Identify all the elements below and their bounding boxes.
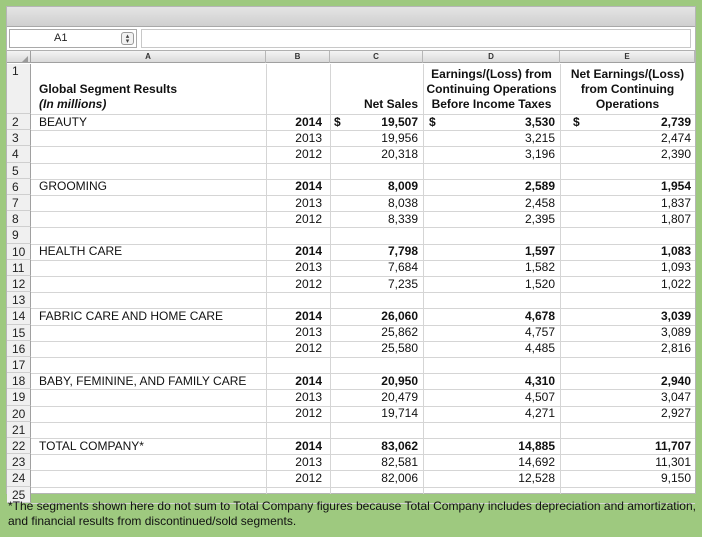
row-header[interactable]: 21 xyxy=(7,422,31,438)
net-earnings-cell: 11,301 xyxy=(655,454,691,469)
year-cell: 2012 xyxy=(295,406,322,421)
earnings-before-tax-cell: 4,507 xyxy=(524,390,555,404)
row-header[interactable]: 1 xyxy=(7,64,31,114)
select-all-corner[interactable] xyxy=(7,51,31,63)
earnings-header-line1: Earnings/(Loss) from xyxy=(431,67,552,81)
currency-symbol: $ xyxy=(573,114,580,129)
formula-bar xyxy=(7,27,695,51)
row-header[interactable]: 10 xyxy=(7,244,31,260)
row-header[interactable]: 19 xyxy=(7,389,31,405)
row-header[interactable]: 3 xyxy=(7,130,31,146)
row-header[interactable]: 20 xyxy=(7,406,31,422)
row-header[interactable]: 23 xyxy=(7,454,31,470)
net-sales-cell: 19,956 xyxy=(381,130,418,145)
year-cell: 2014 xyxy=(295,373,322,388)
year-cell: 2014 xyxy=(295,114,322,129)
segment-name: FABRIC CARE AND HOME CARE xyxy=(39,309,224,323)
row-header[interactable]: 14 xyxy=(7,308,31,324)
net-sales-cell: 7,684 xyxy=(387,260,418,275)
year-cell: 2013 xyxy=(295,260,322,275)
earnings-before-tax-cell: 14,692 xyxy=(518,454,555,469)
column-headers xyxy=(7,51,695,63)
net-sales-cell: 20,950 xyxy=(381,373,418,388)
row-gridline xyxy=(31,292,695,293)
net-earnings-cell: 2,816 xyxy=(660,341,691,356)
row-gridline xyxy=(31,422,695,423)
net-sales-cell: 8,009 xyxy=(387,179,418,194)
row-header[interactable]: 24 xyxy=(7,470,31,486)
net-sales-cell: 19,714 xyxy=(381,406,418,421)
net-sales-cell: 7,235 xyxy=(387,276,418,291)
year-cell: 2012 xyxy=(295,471,322,485)
net-earnings-cell: 1,837 xyxy=(660,195,691,210)
earnings-before-tax-cell: 4,310 xyxy=(524,373,555,388)
year-cell: 2014 xyxy=(295,179,322,194)
net-earnings-cell: 2,390 xyxy=(660,147,691,161)
year-cell: 2014 xyxy=(295,309,322,323)
row-header[interactable]: 2 xyxy=(7,114,31,130)
year-cell: 2013 xyxy=(295,454,322,469)
row-header[interactable]: 15 xyxy=(7,325,31,341)
year-cell: 2012 xyxy=(295,211,322,226)
earnings-before-tax-cell: 3,215 xyxy=(524,130,555,145)
net-earnings-header-line3: Operations xyxy=(595,97,660,111)
row-header[interactable]: 25 xyxy=(7,487,31,503)
net-earnings-cell: 3,039 xyxy=(660,309,691,323)
net-earnings-cell: 9,150 xyxy=(660,471,691,485)
earnings-before-tax-cell: 1,582 xyxy=(524,260,555,275)
footnote: *The segments shown here do not sum to Total Company figures because Total Company includes depreciation and amortization, and financial results from discontinued/sold segments. xyxy=(8,499,696,528)
formula-input[interactable] xyxy=(141,29,691,48)
year-cell: 2013 xyxy=(295,195,322,210)
net-earnings-cell: 1,954 xyxy=(660,179,691,194)
cell-grid[interactable] xyxy=(7,64,695,502)
net-earnings-cell: 1,022 xyxy=(660,276,691,291)
row-header[interactable]: 18 xyxy=(7,373,31,389)
earnings-before-tax-cell: 4,757 xyxy=(524,325,555,340)
earnings-header-line2: Continuing Operations xyxy=(426,82,557,96)
net-earnings-cell: 3,089 xyxy=(660,325,691,340)
row-header[interactable]: 5 xyxy=(7,163,31,179)
window-titlebar xyxy=(7,7,695,27)
earnings-before-tax-cell: 2,395 xyxy=(524,211,555,226)
year-cell: 2013 xyxy=(295,390,322,404)
net-sales-cell: 26,060 xyxy=(381,309,418,323)
row-header[interactable]: 11 xyxy=(7,260,31,276)
net-sales-cell: 7,798 xyxy=(387,244,418,259)
row-header[interactable]: 17 xyxy=(7,357,31,373)
net-sales-cell: 20,318 xyxy=(381,147,418,161)
row-header[interactable]: 9 xyxy=(7,227,31,243)
earnings-before-tax-cell: 4,678 xyxy=(524,309,555,323)
row-header[interactable]: 22 xyxy=(7,438,31,454)
earnings-before-tax-cell: 4,485 xyxy=(524,341,555,356)
net-sales-cell: 25,862 xyxy=(381,325,418,340)
net-sales-cell: 83,062 xyxy=(381,438,418,453)
year-cell: 2014 xyxy=(295,438,322,453)
earnings-before-tax-cell: 12,528 xyxy=(518,471,555,485)
earnings-before-tax-cell: 4,271 xyxy=(524,406,555,421)
row-gridline xyxy=(31,487,695,488)
row-header[interactable]: 4 xyxy=(7,146,31,162)
net-earnings-cell: 1,083 xyxy=(660,244,691,259)
year-cell: 2012 xyxy=(295,147,322,161)
earnings-before-tax-cell: 3,196 xyxy=(524,147,555,161)
net-sales-cell: 8,339 xyxy=(387,211,418,226)
earnings-before-tax-cell: 1,597 xyxy=(524,244,555,259)
name-box[interactable] xyxy=(9,29,137,48)
table-subtitle: (In millions) xyxy=(39,97,107,111)
net-sales-cell: 19,507 xyxy=(381,114,418,129)
row-header[interactable]: 16 xyxy=(7,341,31,357)
name-box-dropdown-icon[interactable]: ▴ ▾ xyxy=(121,32,134,45)
row-gridline xyxy=(31,357,695,358)
segment-name: BABY, FEMININE, AND FAMILY CARE xyxy=(39,373,247,388)
year-cell: 2014 xyxy=(295,244,322,259)
row-header[interactable]: 8 xyxy=(7,211,31,227)
row-header[interactable]: 12 xyxy=(7,276,31,292)
segment-name: BEAUTY xyxy=(39,114,88,129)
year-cell: 2012 xyxy=(295,341,322,356)
net-earnings-cell: 2,927 xyxy=(660,406,691,421)
row-header[interactable]: 13 xyxy=(7,292,31,308)
column-header-a[interactable]: A xyxy=(31,51,266,63)
year-cell: 2012 xyxy=(295,276,322,291)
segment-name: GROOMING xyxy=(39,179,107,194)
currency-symbol: $ xyxy=(334,114,341,129)
row-gridline xyxy=(31,227,695,228)
net-earnings-header-line1: Net Earnings/(Loss) xyxy=(570,67,685,81)
net-sales-cell: 25,580 xyxy=(381,341,418,356)
net-sales-cell: 8,038 xyxy=(387,195,418,210)
earnings-before-tax-cell: 1,520 xyxy=(524,276,555,291)
net-earnings-cell: 3,047 xyxy=(660,390,691,404)
segment-name: TOTAL COMPANY* xyxy=(39,438,144,453)
segment-name: HEALTH CARE xyxy=(39,244,123,259)
net-sales-cell: 82,581 xyxy=(381,454,418,469)
net-sales-cell: 20,479 xyxy=(381,390,418,404)
column-header-d[interactable]: D xyxy=(423,51,560,63)
net-earnings-cell: 2,474 xyxy=(660,130,691,145)
row-header[interactable]: 7 xyxy=(7,195,31,211)
table-title: Global Segment Results xyxy=(39,82,178,96)
year-cell: 2013 xyxy=(295,130,322,145)
column-header-b[interactable]: B xyxy=(266,51,330,63)
column-header-c[interactable]: C xyxy=(330,51,423,63)
earnings-before-tax-cell: 2,589 xyxy=(524,179,555,194)
earnings-header-line3: Before Income Taxes xyxy=(431,97,552,111)
net-earnings-cell: 2,940 xyxy=(660,373,691,388)
earnings-before-tax-cell: 3,530 xyxy=(524,114,555,129)
row-gridline xyxy=(31,163,695,164)
net-earnings-cell: 1,093 xyxy=(660,260,691,275)
name-box-value: A1 xyxy=(54,32,68,44)
net-sales-header: Net Sales xyxy=(363,97,418,111)
spreadsheet-window xyxy=(6,6,696,502)
earnings-before-tax-cell: 2,458 xyxy=(524,195,555,210)
currency-symbol: $ xyxy=(429,114,436,129)
net-sales-cell: 82,006 xyxy=(381,471,418,485)
year-cell: 2013 xyxy=(295,325,322,340)
net-earnings-cell: 2,739 xyxy=(660,114,691,129)
row-header[interactable]: 6 xyxy=(7,179,31,195)
column-header-e[interactable]: E xyxy=(560,51,695,63)
net-earnings-cell: 11,707 xyxy=(654,438,691,453)
earnings-before-tax-cell: 14,885 xyxy=(518,438,555,453)
net-earnings-cell: 1,807 xyxy=(660,211,691,226)
net-earnings-header-line2: from Continuing xyxy=(580,82,675,96)
